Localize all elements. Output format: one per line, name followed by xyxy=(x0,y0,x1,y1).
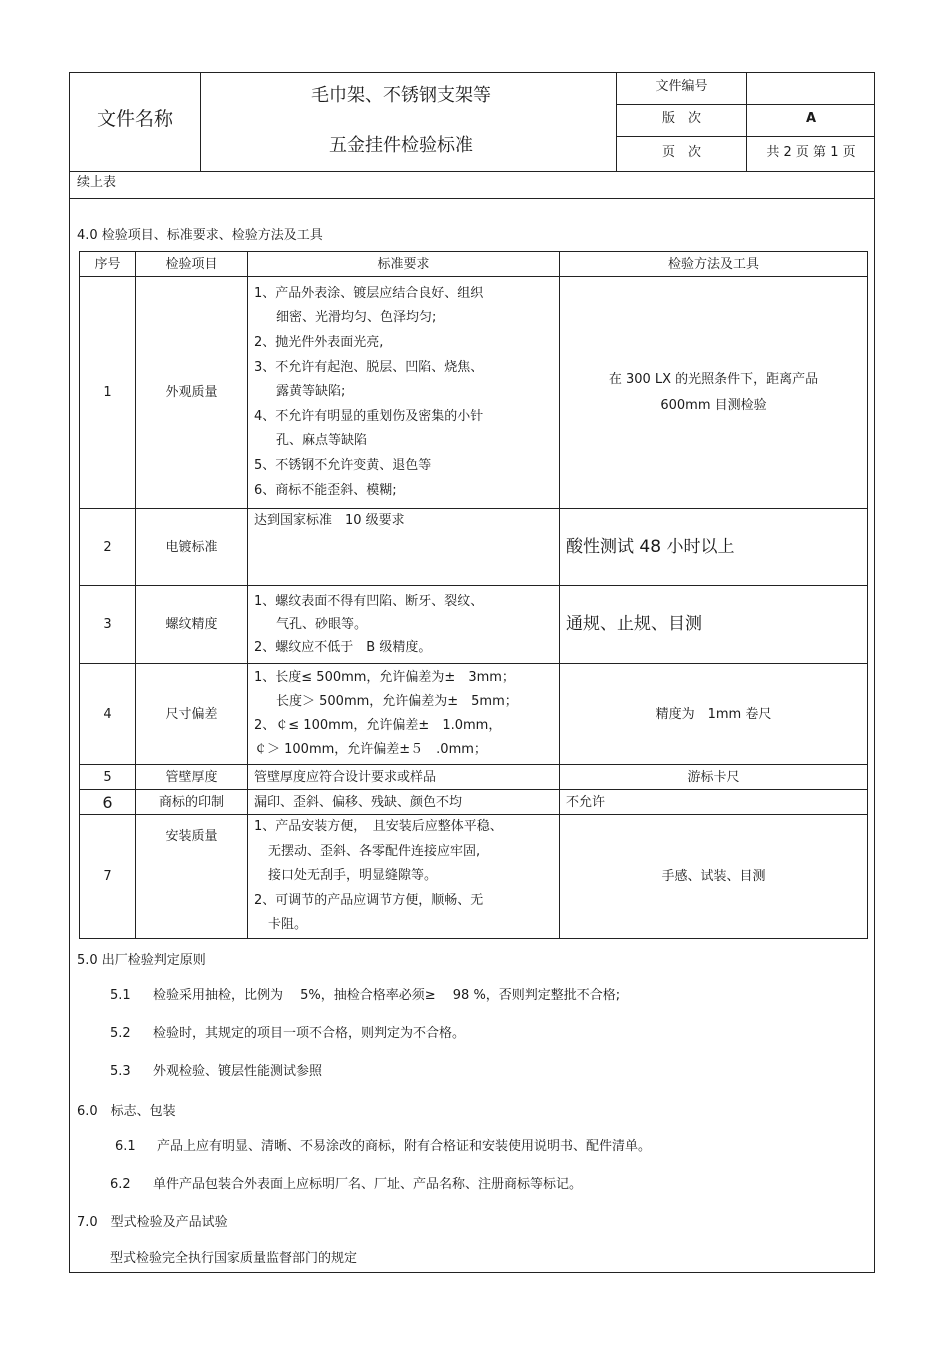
requirement-line: 漏印、歪斜、偏移、残缺、颜色不均 xyxy=(254,794,463,810)
method-line: 酸性测试 48 小时以上 xyxy=(566,536,735,557)
method-line: 通规、止规、目测 xyxy=(566,614,702,634)
requirement-line: 3、不允许有起泡、脱层、凹陷、烧焦、 xyxy=(254,359,484,375)
section6-item-text: 单件产品包装合外表面上应标明厂名、厂址、产品名称、注册商标等标记。 xyxy=(153,1177,583,1192)
continued-bottom-line xyxy=(69,198,875,199)
row-no: 3 xyxy=(80,586,136,664)
requirement-line: 无摆动、歪斜、各零配件连接应牢固, xyxy=(268,843,481,859)
row-method xyxy=(560,509,868,586)
requirement-line: 5、不锈钢不允许变黄、退色等 xyxy=(254,457,432,473)
requirement-line: 1、产品安装方便， 且安装后应整体平稳、 xyxy=(254,819,503,835)
section4-heading: 4.0 检验项目、标准要求、检验方法及工具 xyxy=(77,228,323,243)
requirement-line: 接口处无刮手，明显缝隙等。 xyxy=(268,868,438,884)
row-requirement xyxy=(248,765,560,790)
continued-note: 续上表 xyxy=(77,175,117,190)
requirement-line: 卡阻。 xyxy=(268,917,308,933)
table-row xyxy=(80,815,868,939)
method-line: 600mm 目测检验 xyxy=(660,397,767,413)
table-row xyxy=(80,586,868,664)
requirement-line: 2、抛光件外表面光亮, xyxy=(254,335,384,351)
requirement-line: 2、可调节的产品应调节方便，顺畅、无 xyxy=(254,892,484,908)
method-line: 游标卡尺 xyxy=(687,769,740,785)
row-item: 尺寸偏差 xyxy=(136,664,248,765)
section5-heading: 5.0 出厂检验判定原则 xyxy=(77,953,206,968)
requirement-line: 1、产品外表涂、镀层应结合良好、组织 xyxy=(254,285,484,301)
section7-heading: 7.0 型式检验及产品试验 xyxy=(77,1215,228,1230)
method-line: 手感、试装、目测 xyxy=(661,869,766,884)
requirement-line: 细密、光滑均匀、色泽均匀; xyxy=(276,310,437,326)
version-label: 版 次 xyxy=(661,111,701,126)
requirement-line: 1、螺纹表面不得有凹陷、断牙、裂纹、 xyxy=(254,594,484,609)
column-header: 标准要求 xyxy=(248,252,560,277)
table-row xyxy=(80,765,868,790)
requirement-line: 气孔、砂眼等。 xyxy=(276,617,368,632)
method-line: 精度为 1mm 卷尺 xyxy=(655,706,772,722)
requirement-line: 4、不允许有明显的重划伤及密集的小针 xyxy=(254,408,484,424)
row-no: 4 xyxy=(80,664,136,765)
row-requirement xyxy=(248,277,560,509)
row-no: 7 xyxy=(80,815,136,939)
row-no: 5 xyxy=(80,765,136,790)
requirement-line: 2、螺纹应不低于 B 级精度。 xyxy=(254,640,432,655)
row-requirement xyxy=(248,815,560,939)
section5-item-text: 检验采用抽检，比例为 5%，抽检合格率必须≥ 98 %，否则判定整批不合格; xyxy=(153,988,621,1003)
row-method xyxy=(560,765,868,790)
header-bottom-line xyxy=(69,171,875,172)
section5-item-no: 5.3 xyxy=(110,1064,131,1079)
requirement-line: 达到国家标准 10 级要求 xyxy=(254,513,405,528)
row-item xyxy=(136,815,248,939)
doc-title-line2: 五金挂件检验标准 xyxy=(329,135,473,156)
requirement-line: 1、长度≤ 500mm，允许偏差为± 3mm； xyxy=(254,670,515,685)
row-method xyxy=(560,277,868,509)
section6-heading: 6.0 标志、包装 xyxy=(77,1104,176,1119)
section7-text: 型式检验完全执行国家质量监督部门的规定 xyxy=(110,1251,358,1266)
section6-item-no: 6.2 xyxy=(110,1177,131,1192)
row-item: 外观质量 xyxy=(136,277,248,509)
row-item: 商标的印制 xyxy=(136,790,248,815)
row-item-label: 安装质量 xyxy=(165,829,218,844)
doc-no-label: 文件编号 xyxy=(655,79,708,94)
header-divider xyxy=(616,136,875,137)
section5-item-no: 5.2 xyxy=(110,1026,131,1041)
table-row xyxy=(80,790,868,815)
header-divider xyxy=(616,104,875,105)
doc-name-label: 文件名称 xyxy=(96,108,173,130)
row-no: 2 xyxy=(80,509,136,586)
table-row xyxy=(80,509,868,586)
requirement-line: 6、商标不能歪斜、模糊; xyxy=(254,482,397,498)
row-no: 1 xyxy=(80,277,136,509)
row-item: 螺纹精度 xyxy=(136,586,248,664)
section6-item-text: 产品上应有明显、清晰、不易涂改的商标，附有合格证和安装使用说明书、配件清单。 xyxy=(157,1139,652,1154)
section5-item-text: 外观检验、镀层性能测试参照 xyxy=(153,1064,323,1079)
method-line: 在 300 LX 的光照条件下，距离产品 xyxy=(608,371,819,387)
version-value: A xyxy=(805,111,817,126)
method-line: 不允许 xyxy=(566,794,606,810)
row-requirement xyxy=(248,586,560,664)
requirement-line: ￠＞ 100mm，允许偏差±５ .0mm； xyxy=(254,742,487,757)
row-no: 6 xyxy=(80,790,136,815)
column-header: 序号 xyxy=(80,252,136,277)
table-row xyxy=(80,664,868,765)
row-method xyxy=(560,586,868,664)
requirement-line: 孔、麻点等缺陷 xyxy=(276,433,368,449)
table-row xyxy=(80,277,868,509)
column-header: 检验方法及工具 xyxy=(560,252,868,277)
section5-item-no: 5.1 xyxy=(110,988,131,1003)
requirement-line: 2、￠≤ 100mm，允许偏差± 1.0mm， xyxy=(254,718,502,733)
page-value: 共 2 页 第 1 页 xyxy=(766,145,856,160)
doc-title-line1: 毛巾架、不锈钢支架等 xyxy=(311,85,491,106)
row-item: 电镀标准 xyxy=(136,509,248,586)
inspection-table xyxy=(79,251,868,939)
column-header: 检验项目 xyxy=(136,252,248,277)
row-item: 管壁厚度 xyxy=(136,765,248,790)
requirement-line: 管壁厚度应符合设计要求或样品 xyxy=(254,769,437,785)
row-requirement xyxy=(248,664,560,765)
requirement-line: 长度＞ 500mm，允许偏差为± 5mm； xyxy=(276,694,518,709)
requirement-line: 露黄等缺陷; xyxy=(276,384,346,400)
row-method xyxy=(560,664,868,765)
table-header-row xyxy=(80,252,868,277)
row-requirement xyxy=(248,509,560,586)
page-label: 页 次 xyxy=(661,145,701,160)
row-method xyxy=(560,815,868,939)
row-requirement xyxy=(248,790,560,815)
section5-item-text: 检验时，其规定的项目一项不合格，则判定为不合格。 xyxy=(153,1026,466,1041)
row-method xyxy=(560,790,868,815)
section6-item-no: 6.1 xyxy=(115,1139,136,1154)
